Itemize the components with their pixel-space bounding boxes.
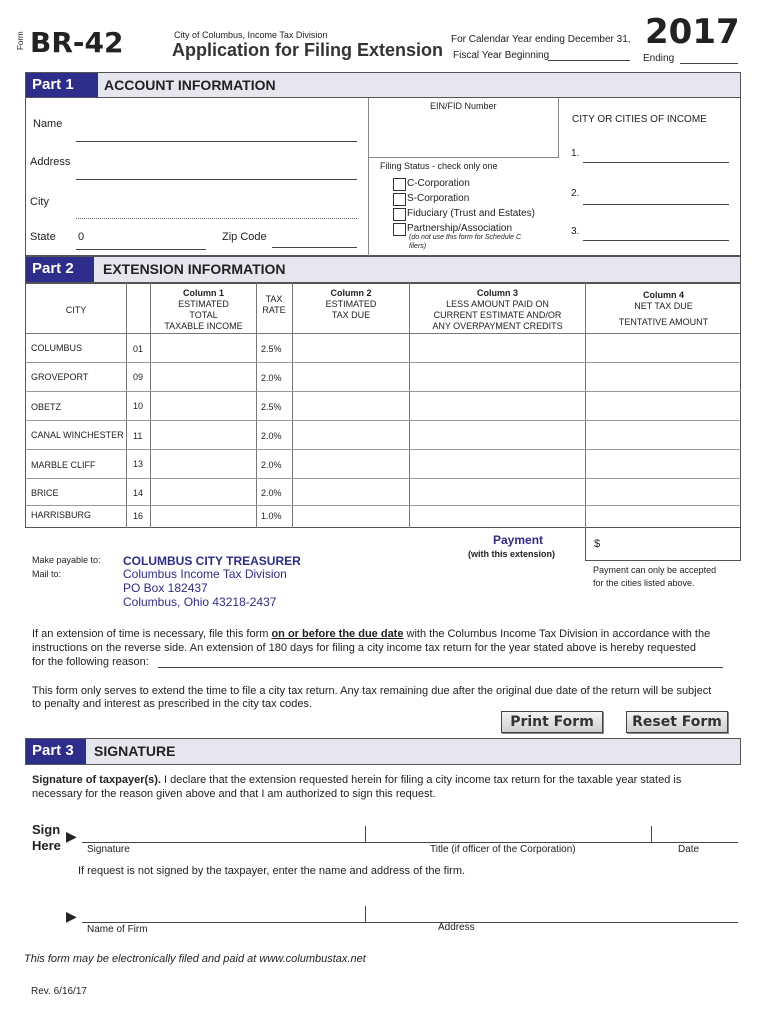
tax-year: 2017: [645, 12, 740, 52]
row-city: OBETZ: [31, 402, 62, 412]
sig-bold: Signature of taxpayer(s).: [32, 774, 161, 786]
calendar-year: For Calendar Year ending December 31,: [451, 34, 631, 45]
rate-line1: TAX: [265, 294, 283, 304]
hline-header: [25, 333, 741, 334]
col2-title: Column 2: [330, 288, 372, 298]
zip-field[interactable]: [272, 247, 357, 248]
col2-header: [293, 288, 409, 321]
address-field[interactable]: [76, 179, 357, 180]
mail-addr-3: Columbus, Ohio 43218-2437: [123, 595, 277, 609]
fiduciary-checkbox[interactable]: [393, 208, 406, 221]
ending-label: Ending: [643, 53, 675, 64]
col4-title: Column 4: [642, 290, 684, 300]
row-city: BRICE: [31, 488, 59, 498]
revision: Rev. 6/16/17: [31, 986, 87, 997]
cities-divider: [558, 98, 559, 158]
form-title: Application for Filing Extension: [172, 40, 444, 60]
col3-line2: CURRENT ESTIMATE AND/OR: [433, 310, 562, 320]
date-label: Date: [678, 844, 700, 855]
arrow-right-icon: ▶: [66, 828, 77, 844]
s-corp-checkbox[interactable]: [393, 193, 406, 206]
treasurer: COLUMBUS CITY TREASURER: [123, 554, 301, 568]
name-field[interactable]: [76, 141, 357, 142]
row-rate: 2.0%: [261, 488, 282, 498]
row-code: 10: [133, 401, 144, 411]
col3-line3: ANY OVERPAYMENT CREDITS: [432, 321, 563, 331]
signature-label: Signature: [87, 844, 130, 855]
fiscal-year-label: Fiscal Year Beginning: [453, 50, 550, 61]
para1-due: on or before the due date: [271, 628, 404, 640]
fiduciary-label: Fiduciary (Trust and Estates): [407, 208, 536, 219]
sign-label: Sign: [32, 822, 61, 837]
col3-line1: LESS AMOUNT PAID ON: [446, 299, 549, 309]
col2-line1: ESTIMATED: [325, 299, 377, 309]
row-code: 13: [133, 459, 144, 469]
payment-accept-1: Payment can only be accepted: [593, 565, 717, 575]
city-1-field[interactable]: [583, 162, 729, 163]
city-2-field[interactable]: [583, 204, 729, 205]
payment-label: Payment: [493, 533, 544, 547]
name-of-firm-label: Name of Firm: [87, 924, 148, 935]
state-label: State: [30, 231, 56, 243]
part2-bar: [25, 256, 741, 283]
mail-to-label: Mail to:: [32, 569, 62, 579]
dollar-sign: $: [594, 538, 601, 550]
col1-line1: ESTIMATED: [178, 299, 229, 309]
row-code: 01: [133, 344, 144, 354]
declaration-line2: necessary for the reason given above and that I am authorized to sign this request.: [32, 788, 436, 800]
fiscal-year-field[interactable]: [548, 60, 630, 61]
city-field[interactable]: [76, 218, 357, 219]
title-officer-label: Title (if officer of the Corporation): [430, 844, 576, 855]
make-payable-label: Make payable to:: [32, 555, 101, 565]
arrow-right-icon: ▶: [66, 908, 77, 924]
part3-title: SIGNATURE: [94, 743, 176, 759]
ending-field[interactable]: [680, 63, 738, 64]
declaration: [32, 774, 681, 786]
firm-field[interactable]: [82, 922, 738, 923]
row-code: 09: [133, 372, 144, 382]
para2-line1: This form only serves to extend the time to file a city tax return. Any tax remaining due after the original due date of the return will be subject: [32, 685, 712, 697]
row-rate: 2.5%: [261, 402, 282, 412]
vline-city: [126, 283, 127, 528]
row-code: 11: [133, 431, 143, 441]
hline-r5: [25, 478, 741, 479]
part3-bar: [25, 738, 741, 765]
reset-form-button[interactable]: Reset Form: [626, 711, 728, 733]
name-label: Name: [33, 118, 63, 130]
para1-c: with the Columbus Income Tax Division in accordance with the: [403, 628, 711, 640]
city-num-3: 3.: [571, 226, 580, 237]
signature-field[interactable]: [82, 842, 738, 843]
col1-title: Column 1: [182, 288, 224, 298]
city-num-2: 2.: [571, 188, 580, 199]
filing-status-label: Filing Status - check only one: [380, 161, 498, 171]
col3-title: Column 3: [476, 288, 518, 298]
col4-header: [586, 290, 741, 328]
payment-accept-2: for the cities listed above.: [593, 578, 695, 588]
row-rate: 2.5%: [261, 344, 282, 354]
part2-title: EXTENSION INFORMATION: [103, 261, 286, 277]
partnership-checkbox[interactable]: [393, 223, 406, 236]
ein-label: EIN/FID Number: [430, 101, 497, 111]
city-num-1: 1.: [571, 148, 580, 159]
cities-title: CITY OR CITIES OF INCOME: [572, 114, 707, 125]
here-label: Here: [32, 838, 61, 853]
hline-r6: [25, 505, 741, 506]
row-city: MARBLE CLIFF: [31, 460, 96, 470]
state-value[interactable]: 0: [78, 231, 85, 243]
c-corp-label: C-Corporation: [407, 178, 470, 189]
rate-header: [256, 294, 292, 316]
row-rate: 2.0%: [261, 373, 282, 383]
filing-divider: [368, 157, 559, 158]
hline-r1: [25, 362, 741, 363]
row-rate: 2.0%: [261, 431, 282, 441]
ein-divider: [368, 98, 369, 256]
mail-addr-2: PO Box 182437: [123, 581, 208, 595]
row-city: CANAL WINCHESTER: [31, 430, 124, 440]
address-label: Address: [30, 156, 71, 168]
firm-note: If request is not signed by the taxpayer, enter the name and address of the firm.: [78, 865, 466, 877]
para1-line3: for the following reason:: [32, 656, 149, 668]
division: City of Columbus, Income Tax Division: [174, 30, 328, 40]
sig-tick-2: [651, 826, 652, 842]
partnership-label: Partnership/Association: [407, 223, 513, 234]
row-city: HARRISBURG: [31, 510, 92, 520]
electronic-note: This form may be electronically filed and paid at www.columbustax.net: [24, 953, 366, 965]
part2-label: Part 2: [26, 257, 94, 282]
part1-bar: [25, 72, 741, 98]
row-code: 16: [133, 511, 144, 521]
row-code: 14: [133, 488, 144, 498]
firm-tick: [365, 906, 366, 922]
sig-text: I declare that the extension requested herein for filing a city income tax return for the taxable year stated is: [160, 774, 682, 786]
col-city-header: CITY: [65, 305, 87, 315]
part1-title: ACCOUNT INFORMATION: [104, 77, 276, 93]
col3-header: [410, 288, 585, 332]
col1-line3: TAXABLE INCOME: [164, 321, 243, 331]
print-form-button[interactable]: Print Form: [501, 711, 603, 733]
reason-field[interactable]: [158, 667, 723, 668]
part3-label: Part 3: [26, 739, 86, 764]
col2-line2: TAX DUE: [331, 310, 371, 320]
hline-r2: [25, 391, 741, 392]
s-corp-label: S-Corporation: [407, 193, 470, 204]
row-rate: 1.0%: [261, 511, 282, 521]
extension-paragraph: [32, 628, 744, 640]
state-field[interactable]: [76, 249, 206, 250]
city-3-field[interactable]: [583, 240, 729, 241]
city-label: City: [30, 196, 49, 208]
col4-line2: TENTATIVE AMOUNT: [618, 317, 709, 327]
payment-note: (with this extension): [468, 549, 556, 559]
payment-box[interactable]: [585, 528, 741, 561]
part1-label: Part 1: [26, 73, 98, 97]
para1-line2: instructions on the reverse side. An extension of 180 days for filing a city income tax return for the year stated above is hereby requested: [32, 642, 697, 654]
col1-header: [151, 288, 256, 332]
hline-r4: [25, 449, 741, 450]
form-label: Form: [16, 31, 25, 50]
firm-address-label: Address: [438, 922, 475, 933]
form-number: BR-42: [30, 26, 124, 59]
sig-tick-1: [365, 826, 366, 842]
hline-r3: [25, 420, 741, 421]
rate-line2: RATE: [262, 305, 286, 315]
col4-line1: NET TAX DUE: [634, 301, 693, 311]
c-corp-checkbox[interactable]: [393, 178, 406, 191]
zip-label: Zip Code: [222, 231, 267, 243]
col1-line2: TOTAL: [189, 310, 218, 320]
para2-line2: to penalty and interest as prescribed in the city tax codes.: [32, 698, 313, 710]
partnership-note-2: filers): [409, 243, 427, 250]
partnership-note: (do not use this form for Schedule C: [409, 234, 522, 241]
vline-col1: [256, 283, 257, 528]
row-rate: 2.0%: [261, 460, 282, 470]
row-city: GROVEPORT: [31, 372, 89, 382]
row-city: COLUMBUS: [31, 343, 83, 353]
mail-addr-1: Columbus Income Tax Division: [123, 567, 287, 581]
para1-a: If an extension of time is necessary, file this form: [32, 628, 272, 640]
